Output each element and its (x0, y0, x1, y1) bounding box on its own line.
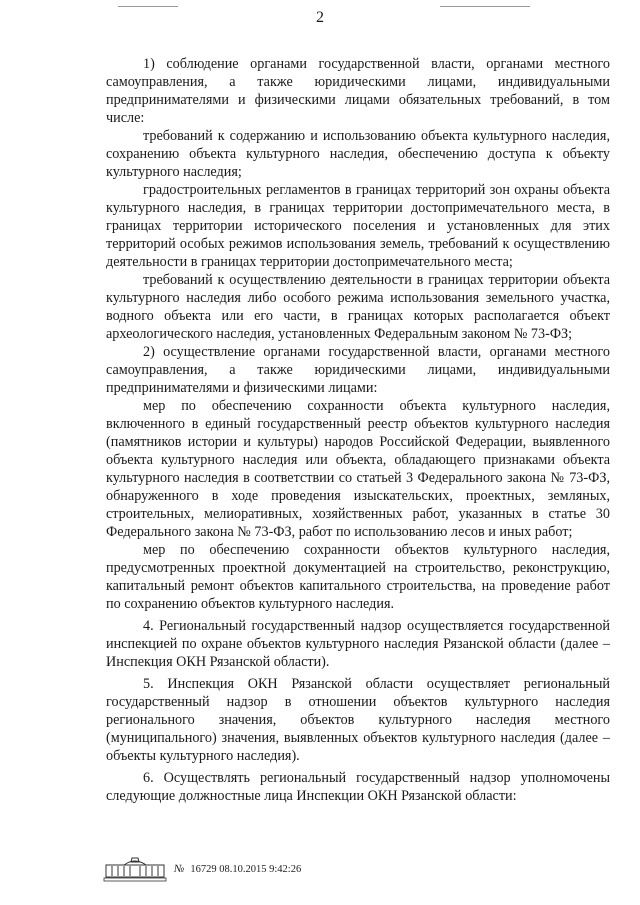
paragraph: 1) соблюдение органами государственной власти, органами местного самоуправления, а также юридическими лицами, индивидуальными предпринимателями и физическими лицами обязательных требований, в том числе: (106, 56, 610, 126)
paragraph: 5. Инспекция ОКН Рязанской области осуществляет региональный государственный надзор в отношении объектов культурного наследия регионального значения, объектов культурного наследия местного (муниципального) значения, выявленных объектов культурного наследия (далее – объекты культурного наследия). (106, 676, 610, 764)
paragraph: мер по обеспечению сохранности объектов культурного наследия, предусмотренных проектной документацией на строительство, реконструкцию, капитальный ремонт объектов капитального строительства, на проведение работ по сохранению объектов культурного наследия. (106, 542, 610, 612)
paragraph: 4. Региональный государственный надзор осуществляется государственной инспекцией по охране объектов культурного наследия Рязанской области (далее – Инспекция ОКН Рязанской области). (106, 618, 610, 670)
scan-artifact (440, 6, 530, 7)
registration-stamp-text: 16729 08.10.2015 9:42:26 (190, 863, 302, 875)
paragraph: 2) осуществление органами государственной власти, органами местного самоуправления, а также юридическими лицами, индивидуальными предпринимателями и физическими лицами: (106, 344, 610, 396)
scan-artifact (118, 6, 178, 7)
registration-footer (102, 856, 301, 882)
number-sign: № (174, 863, 185, 875)
paragraph: градостроительных регламентов в границах территорий зон охраны объекта культурного наследия, в границах территории достопримечательного места, в границах территории исторического поселения и установленных для этих территорий особых режимов использования земель, требований к осуществлению деятельности в границах территории достопримечательного места; (106, 182, 610, 270)
page-number: 2 (316, 9, 324, 26)
document-body (106, 55, 610, 805)
paragraph: требований к осуществлению деятельности в границах территории объекта культурного наследия либо особого режима использования земельного участка, водного объекта или его части, в границах которых располагается объект археологического наследия, установленных Федеральным законом № 73-ФЗ; (106, 272, 610, 342)
building-stamp-icon (102, 856, 168, 882)
paragraph: мер по обеспечению сохранности объекта культурного наследия, включенного в единый государственный реестр объектов культурного наследия (памятников истории и культуры) народов Российской Федерации, выявленного объекта культурного наследия или объекта, обладающего признаками объекта культурного наследия в соответствии со статьей 3 Федерального закона № 73-ФЗ, обнаруженного в ходе проведения изыскательских, проектных, земляных, строительных, мелиоративных, хозяйственных работ, указанных в статье 30 Федерального закона № 73-ФЗ, работ по использованию лесов и иных работ; (106, 398, 610, 540)
paragraph: требований к содержанию и использованию объекта культурного наследия, сохранению объекта культурного наследия, обеспечению доступа к объекту культурного наследия; (106, 128, 610, 180)
paragraph: 6. Осуществлять региональный государственный надзор уполномочены следующие должностные лица Инспекции ОКН Рязанской области: (106, 770, 610, 804)
